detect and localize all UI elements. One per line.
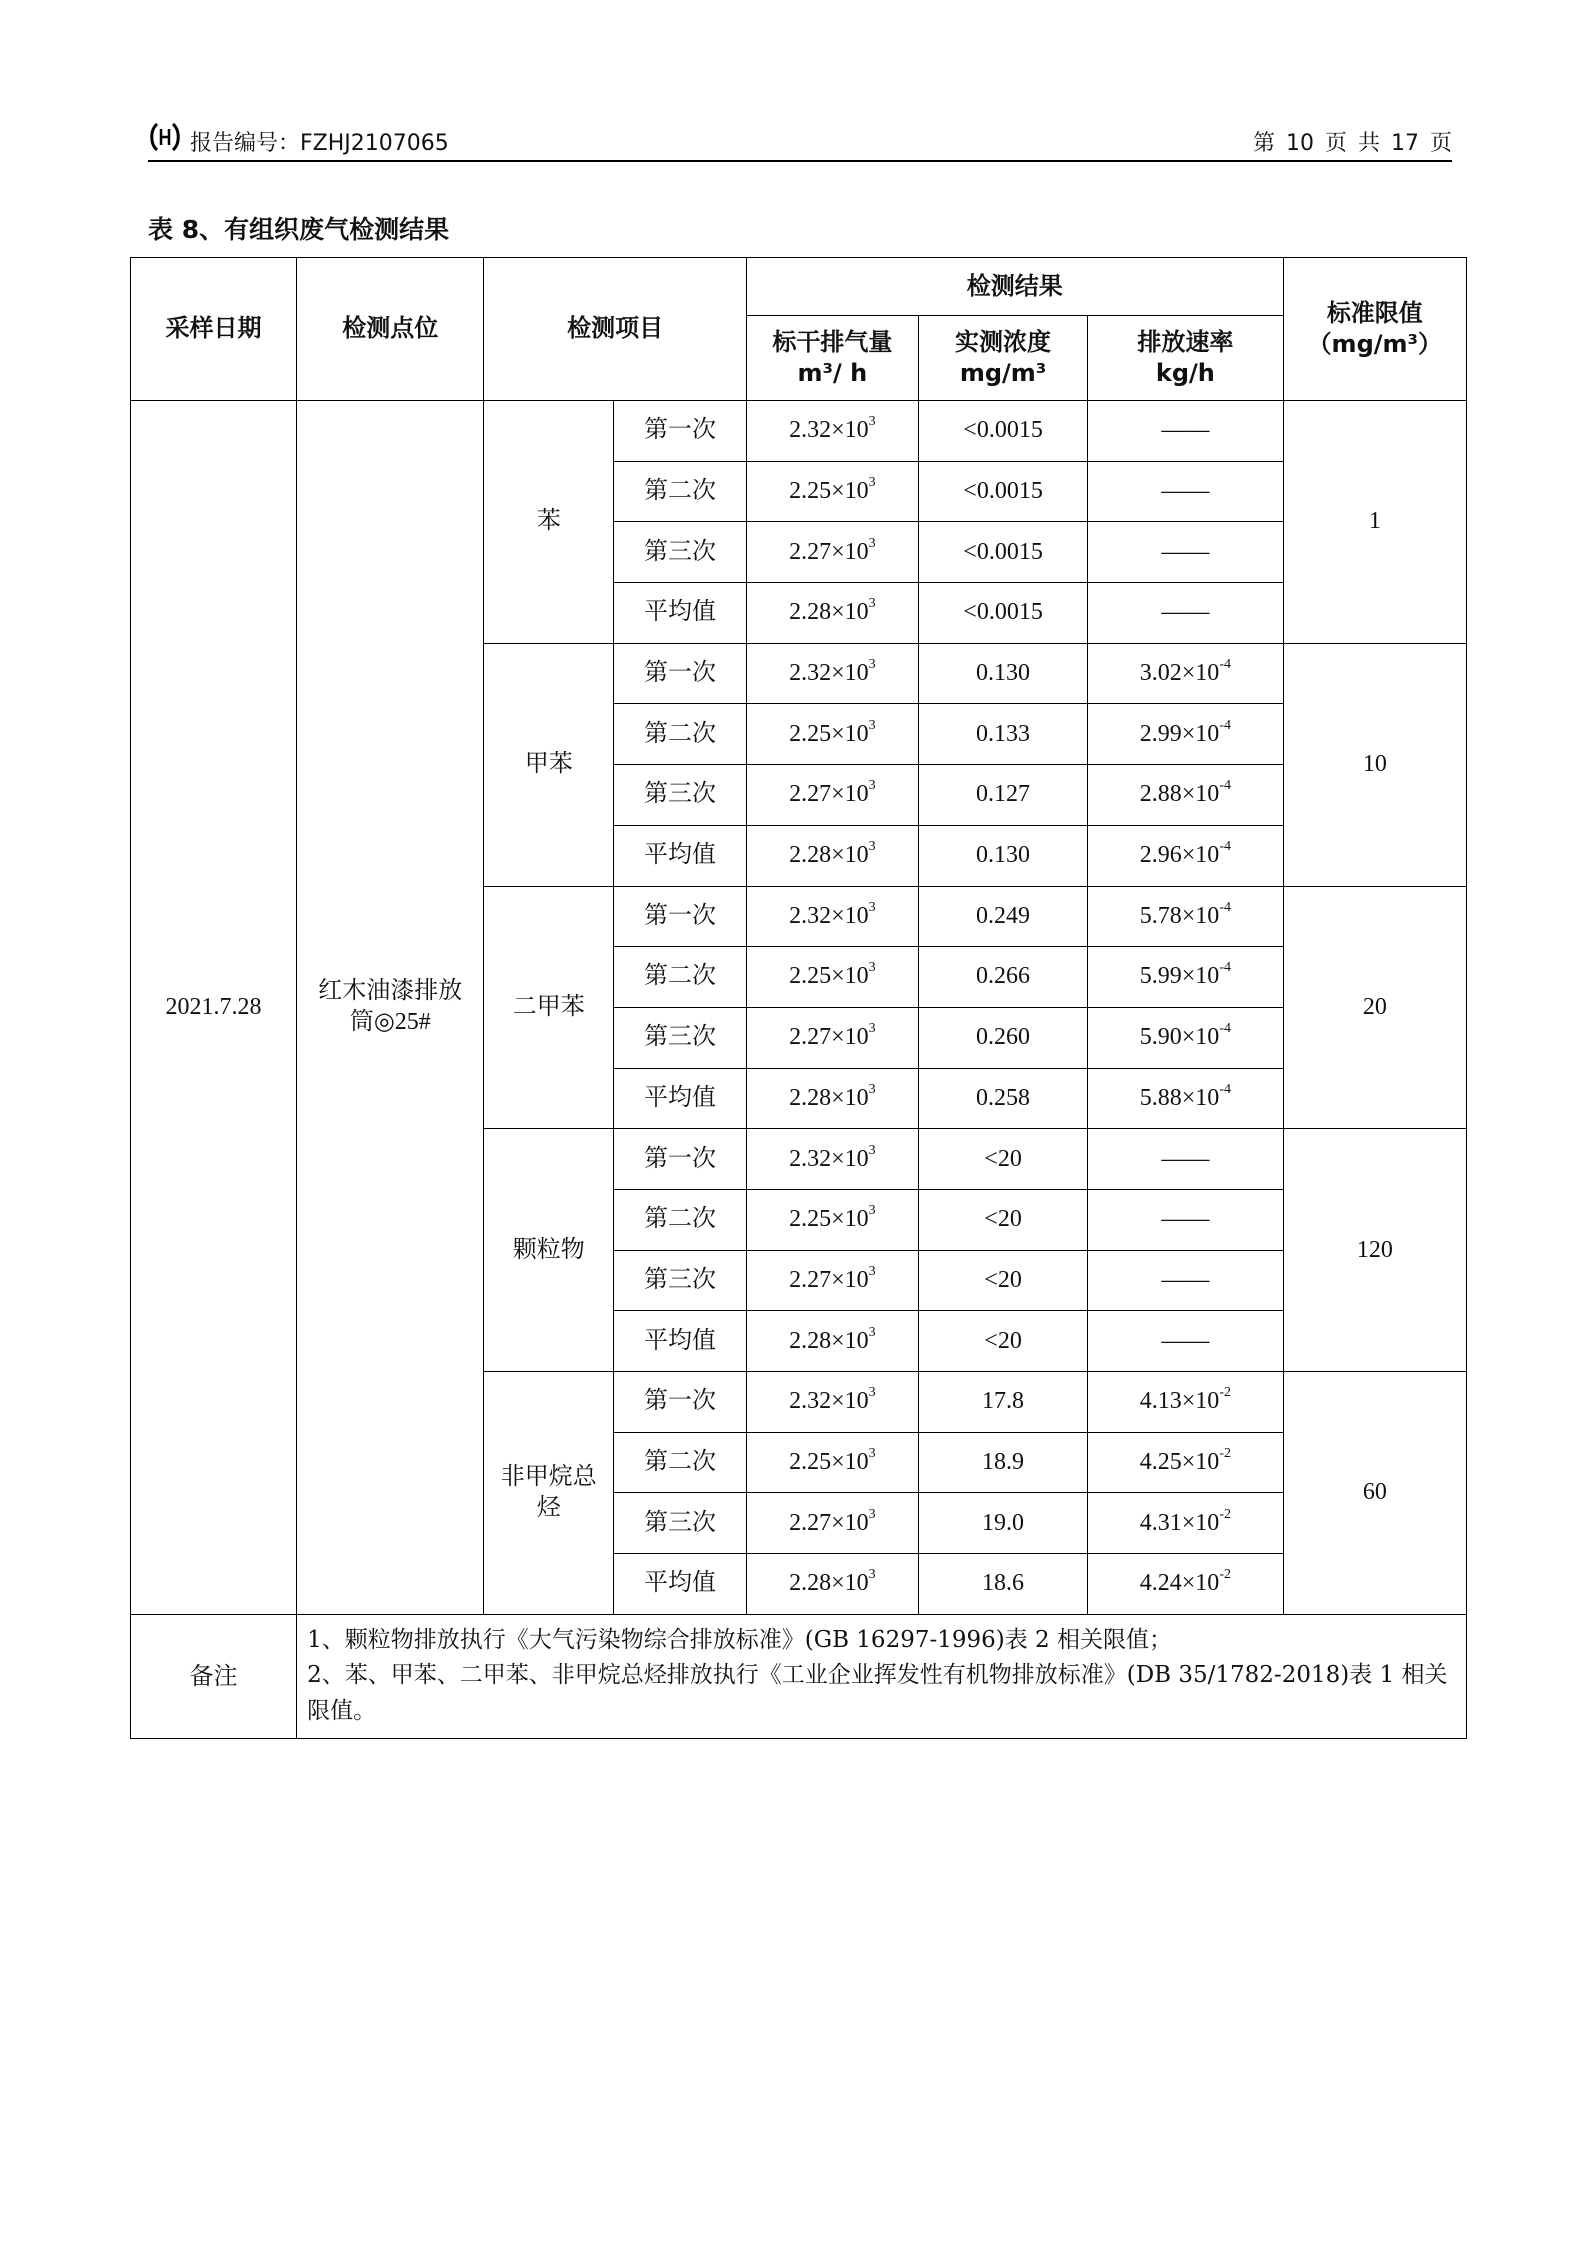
rate-exponent: -4 [1219, 960, 1231, 976]
col-rate-header [1088, 316, 1284, 401]
rate-cell [1088, 522, 1284, 583]
rate-exponent: -4 [1219, 778, 1231, 794]
conc-cell: 0.266 [918, 947, 1087, 1008]
conc-cell: <0.0015 [918, 461, 1087, 522]
rate-cell [1088, 1007, 1284, 1068]
flow-exponent: 3 [868, 1506, 876, 1522]
rate-value: —— [1161, 538, 1210, 565]
rate-value: 4.25×10 [1139, 1448, 1220, 1475]
run-cell: 第二次 [614, 704, 747, 765]
rate-cell [1088, 583, 1284, 644]
flow-value: 2.27×10 [789, 1509, 869, 1536]
run-cell: 第一次 [614, 401, 747, 462]
flow-cell [746, 947, 918, 1008]
flow-exponent: 3 [868, 657, 876, 672]
rate-value: —— [1161, 1206, 1210, 1233]
col-flow-header [746, 316, 918, 401]
flow-value: 2.27×10 [789, 1024, 869, 1051]
rate-cell [1088, 1554, 1284, 1615]
rate-cell [1088, 765, 1284, 826]
item-name-cell [484, 401, 614, 644]
flow-exponent: 3 [868, 1203, 876, 1219]
rate-value: 4.24×10 [1139, 1570, 1220, 1597]
item-name-cell [484, 1372, 614, 1615]
rate-cell [1088, 1068, 1284, 1129]
rate-value: —— [1161, 1266, 1210, 1293]
conc-cell: <20 [918, 1189, 1087, 1250]
flow-exponent: 3 [868, 899, 876, 915]
remarks-label: 备注 [131, 1614, 297, 1738]
conc-cell: 17.8 [918, 1372, 1087, 1433]
run-cell: 第二次 [614, 461, 747, 522]
limit-cell: 10 [1283, 643, 1466, 886]
flow-exponent: 3 [868, 535, 876, 551]
rate-cell [1088, 825, 1284, 886]
conc-cell: <0.0015 [918, 583, 1087, 644]
flow-cell [746, 1554, 918, 1615]
page-info: 第 10 页 共 17 页 [1253, 131, 1452, 156]
conc-cell: <20 [918, 1250, 1087, 1311]
flow-value: 2.28×10 [789, 1570, 869, 1597]
sample-point-text: 红木油漆排放筒◎25# [318, 978, 463, 1036]
run-cell: 第三次 [614, 1493, 747, 1554]
flow-value: 2.28×10 [789, 842, 869, 869]
rate-exponent: -2 [1219, 1567, 1231, 1583]
flow-exponent: 3 [868, 839, 876, 855]
flow-exponent: 3 [868, 474, 876, 490]
flow-cell [746, 401, 918, 462]
rate-cell [1088, 1493, 1284, 1554]
limit-header-unit: （mg/m³） [1307, 330, 1443, 358]
flow-cell [746, 765, 918, 826]
flow-exponent: 3 [868, 1021, 876, 1037]
flow-value: 2.25×10 [789, 720, 869, 747]
rate-value: 2.96×10 [1139, 842, 1220, 869]
item-name: 二甲苯 [512, 993, 585, 1020]
run-cell: 平均值 [614, 583, 747, 644]
rate-value: 5.90×10 [1139, 1024, 1220, 1051]
conc-cell: 0.133 [918, 704, 1087, 765]
col-conc-header [918, 316, 1087, 401]
conc-cell: <0.0015 [918, 401, 1087, 462]
flow-value: 2.32×10 [789, 660, 869, 686]
remarks-text [297, 1614, 1467, 1738]
company-logo-icon [148, 120, 182, 154]
conc-cell: <20 [918, 1129, 1087, 1190]
conc-cell: 18.6 [918, 1554, 1087, 1615]
flow-cell [746, 522, 918, 583]
flow-exponent: 3 [868, 1142, 876, 1158]
flow-exponent: 3 [868, 1081, 876, 1097]
flow-exponent: 3 [868, 960, 876, 976]
flow-exponent: 3 [868, 1324, 876, 1340]
rate-value: 2.99×10 [1139, 720, 1220, 747]
rate-value: —— [1161, 1145, 1210, 1172]
flow-header-label: 标干排气量 [772, 327, 893, 356]
col-result-header: 检测结果 [746, 258, 1283, 316]
rate-value: 4.13×10 [1139, 1388, 1220, 1415]
conc-cell: 0.130 [918, 825, 1087, 886]
flow-exponent: 3 [868, 1263, 876, 1279]
flow-cell [746, 1250, 918, 1311]
flow-value: 2.32×10 [789, 1388, 869, 1415]
col-date-header: 采样日期 [131, 258, 297, 401]
flow-cell [746, 1189, 918, 1250]
rate-value: 5.99×10 [1139, 963, 1220, 990]
conc-cell: 0.249 [918, 886, 1087, 947]
flow-cell [746, 886, 918, 947]
run-cell: 第二次 [614, 1432, 747, 1493]
rate-value: —— [1161, 1327, 1210, 1354]
run-cell: 第一次 [614, 886, 747, 947]
rate-cell [1088, 1432, 1284, 1493]
run-cell: 第三次 [614, 765, 747, 826]
flow-header-unit: m³/ h [797, 359, 868, 387]
flow-value: 2.28×10 [789, 599, 869, 626]
run-cell: 第二次 [614, 947, 747, 1008]
rate-exponent: -2 [1219, 1506, 1231, 1522]
conc-cell: 0.260 [918, 1007, 1087, 1068]
item-name-cell [484, 643, 614, 886]
rate-cell [1088, 1311, 1284, 1372]
rate-value: 2.88×10 [1139, 781, 1220, 808]
rate-exponent: -4 [1219, 657, 1231, 672]
flow-exponent: 3 [868, 1567, 876, 1583]
flow-cell [746, 643, 918, 704]
item-name: 非甲烷总烃 [500, 1463, 597, 1521]
limit-cell: 120 [1283, 1129, 1466, 1372]
flow-cell [746, 1493, 918, 1554]
flow-cell [746, 1372, 918, 1433]
flow-cell [746, 583, 918, 644]
flow-exponent: 3 [868, 596, 876, 612]
flow-exponent: 3 [868, 778, 876, 794]
report-number: 报告编号：FZHJ2107065 [190, 131, 449, 156]
rate-cell [1088, 704, 1284, 765]
sample-date-cell: 2021.7.28 [131, 401, 297, 1615]
flow-value: 2.28×10 [789, 1327, 869, 1354]
col-point-header: 检测点位 [297, 258, 484, 401]
flow-cell [746, 825, 918, 886]
rate-value: —— [1161, 599, 1210, 626]
rate-exponent: -4 [1219, 899, 1231, 915]
run-cell: 平均值 [614, 1554, 747, 1615]
item-name: 甲苯 [524, 751, 573, 778]
rate-cell [1088, 1372, 1284, 1433]
item-name: 苯 [536, 508, 561, 535]
flow-exponent: 3 [868, 414, 876, 430]
rate-value: 4.31×10 [1139, 1509, 1220, 1536]
conc-cell: 0.258 [918, 1068, 1087, 1129]
remark-line-2: 2、苯、甲苯、二甲苯、非甲烷总烃排放执行《工业企业挥发性有机物排放标准》(DB 35/1782-2018)表 1 相关限值。 [307, 1662, 1448, 1725]
run-cell: 平均值 [614, 825, 747, 886]
rate-cell [1088, 1250, 1284, 1311]
flow-exponent: 3 [868, 1445, 876, 1461]
rate-exponent: -2 [1219, 1385, 1231, 1401]
rate-value: 5.88×10 [1139, 1084, 1220, 1111]
conc-header-label: 实测浓度 [955, 327, 1052, 356]
page-header [148, 118, 1452, 162]
rate-value: —— [1161, 477, 1210, 504]
rate-cell [1088, 401, 1284, 462]
flow-value: 2.25×10 [789, 1448, 869, 1475]
rate-header-label: 排放速率 [1137, 327, 1234, 356]
flow-exponent: 3 [868, 717, 876, 733]
col-limit-header [1283, 258, 1466, 401]
exhaust-gas-results-table [130, 257, 1467, 1739]
sample-point-cell [297, 401, 484, 1615]
rate-exponent: -4 [1219, 839, 1231, 855]
item-name: 颗粒物 [512, 1236, 585, 1263]
remark-line-1: 1、颗粒物排放执行《大气污染物综合排放标准》(GB 16297-1996)表 2 相关限值； [307, 1626, 1173, 1653]
conc-header-unit: mg/m³ [959, 359, 1047, 387]
conc-cell: 19.0 [918, 1493, 1087, 1554]
flow-cell [746, 1007, 918, 1068]
col-item-header: 检测项目 [484, 258, 746, 401]
conc-cell: 18.9 [918, 1432, 1087, 1493]
flow-value: 2.32×10 [789, 902, 869, 929]
flow-value: 2.28×10 [789, 1084, 869, 1111]
rate-cell [1088, 643, 1284, 704]
limit-cell: 1 [1283, 401, 1466, 644]
run-cell: 第二次 [614, 1189, 747, 1250]
flow-value: 2.25×10 [789, 477, 869, 504]
conc-cell: <20 [918, 1311, 1087, 1372]
run-cell: 第一次 [614, 1129, 747, 1190]
rate-exponent: -4 [1219, 1081, 1231, 1097]
rate-header-unit: kg/h [1155, 359, 1215, 387]
run-cell: 第三次 [614, 1250, 747, 1311]
flow-cell [746, 461, 918, 522]
rate-value: 5.78×10 [1139, 902, 1220, 929]
flow-cell [746, 1311, 918, 1372]
table-title: 表 8、有组织废气检测结果 [148, 215, 450, 244]
flow-value: 2.27×10 [789, 781, 869, 808]
rate-exponent: -4 [1219, 1021, 1231, 1037]
results-body [131, 401, 1467, 1615]
limit-cell: 20 [1283, 886, 1466, 1129]
conc-cell: <0.0015 [918, 522, 1087, 583]
rate-exponent: -2 [1219, 1445, 1231, 1461]
limit-header-label: 标准限值 [1326, 298, 1423, 327]
conc-cell: 0.127 [918, 765, 1087, 826]
rate-cell [1088, 461, 1284, 522]
flow-value: 2.25×10 [789, 963, 869, 990]
conc-cell: 0.130 [918, 643, 1087, 704]
rate-exponent: -4 [1219, 717, 1231, 733]
run-cell: 第一次 [614, 643, 747, 704]
rate-cell [1088, 1129, 1284, 1190]
rate-cell [1088, 947, 1284, 1008]
run-cell: 第三次 [614, 522, 747, 583]
item-name-cell [484, 886, 614, 1129]
table-row [131, 401, 1467, 462]
run-cell: 平均值 [614, 1068, 747, 1129]
flow-cell [746, 1129, 918, 1190]
flow-value: 2.32×10 [789, 417, 869, 444]
flow-value: 2.27×10 [789, 1266, 869, 1293]
run-cell: 第三次 [614, 1007, 747, 1068]
rate-value: —— [1161, 417, 1210, 444]
run-cell: 第一次 [614, 1372, 747, 1433]
rate-cell [1088, 1189, 1284, 1250]
flow-value: 2.32×10 [789, 1145, 869, 1172]
flow-cell [746, 704, 918, 765]
flow-exponent: 3 [868, 1385, 876, 1401]
run-cell: 平均值 [614, 1311, 747, 1372]
rate-value: 3.02×10 [1139, 660, 1220, 686]
flow-cell [746, 1068, 918, 1129]
flow-value: 2.25×10 [789, 1206, 869, 1233]
item-name-cell [484, 1129, 614, 1372]
flow-value: 2.27×10 [789, 538, 869, 565]
rate-cell [1088, 886, 1284, 947]
flow-cell [746, 1432, 918, 1493]
limit-cell: 60 [1283, 1372, 1466, 1615]
